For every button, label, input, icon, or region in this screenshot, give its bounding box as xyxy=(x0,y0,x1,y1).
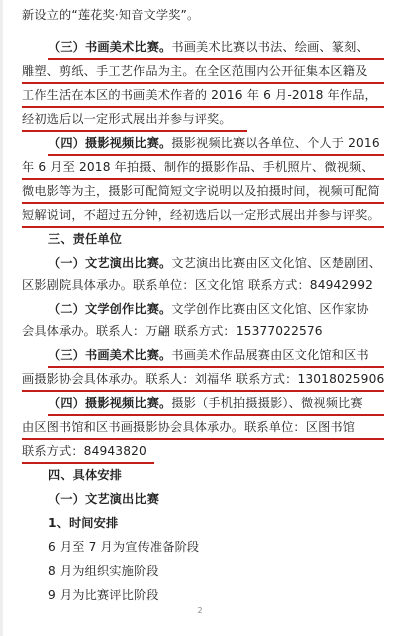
text-line: 新设立的“莲花奖·知音文学奖”。 xyxy=(22,8,200,22)
section-text: 文艺演出比赛由区文化馆、区楚剧团、 xyxy=(171,256,382,270)
text-line: 联系方式：84943820 xyxy=(22,444,147,458)
section-text: 书画美术比赛以书法、绘画、篆刻、 xyxy=(171,40,369,54)
red-underline xyxy=(22,202,384,204)
red-underline xyxy=(22,462,154,464)
section-text: 文学创作比赛由区文化馆、区作家协 xyxy=(171,302,369,316)
chapter-heading: 四、具体安排 xyxy=(48,468,123,482)
section-heading: （一）文艺演出比赛。 xyxy=(48,256,172,270)
red-underline xyxy=(22,390,384,392)
page-edge xyxy=(0,0,3,636)
text-line: 8 月为组织实施阶段 xyxy=(48,564,159,578)
section-heading: （三）书画美术比赛。 xyxy=(48,348,172,362)
red-underline xyxy=(22,82,384,84)
red-underline xyxy=(22,130,247,132)
text-line: 画摄影协会具体承办。联系人：刘福华 联系方式：13018025906 xyxy=(22,372,385,386)
page-number: 2 xyxy=(197,606,203,615)
chapter-heading: 三、责任单位 xyxy=(48,232,123,246)
subsection-heading: （一）文艺演出比赛 xyxy=(48,492,160,506)
text-line: 工作生活在本区的书画美术作者的 2016 年 6 月-2018 年作品， xyxy=(22,88,377,102)
text-line: 经初选后以一定形式展出并参与评奖。 xyxy=(22,112,232,126)
text-line: 会具体承办。联系人：万翩 联系方式：15377022576 xyxy=(22,324,323,338)
text-line: 6 月至 7 月为宣传准备阶段 xyxy=(48,540,200,554)
section-line xyxy=(48,254,384,272)
text-line: 雕塑、剪纸、手工艺作品为主。在全区范围内公开征集本区籍及 xyxy=(22,64,368,78)
section-line xyxy=(48,346,384,364)
red-underline xyxy=(22,226,384,228)
red-underline xyxy=(48,154,384,156)
section-text: 摄影视频比赛以各单位、个人于 2016 xyxy=(171,136,380,150)
red-underline xyxy=(22,106,384,108)
text-line: 区影剧院具体承办。联系单位：区文化馆 联系方式：84942992 xyxy=(22,278,374,292)
red-underline xyxy=(48,414,384,416)
section-line xyxy=(48,38,384,56)
red-underline xyxy=(22,178,384,180)
text-line: 9 月为比赛评比阶段 xyxy=(48,588,159,602)
section-line xyxy=(48,300,384,318)
text-line: 由区图书馆和区书画摄影协会具体承办。联系单位：区图书馆 xyxy=(22,420,356,434)
section-heading: （二）文学创作比赛。 xyxy=(48,302,172,316)
section-line xyxy=(48,134,384,152)
section-text: 摄影（手机拍摄摄影）、微视频比赛 xyxy=(171,396,363,410)
text-line: 短解说词，不超过五分钟，经初选后以一定形式展出并参与评奖。 xyxy=(22,208,380,222)
section-text: 书画美术作品展赛由区文化馆和区书 xyxy=(171,348,369,362)
red-underline xyxy=(48,58,384,60)
item-heading: 1、时间安排 xyxy=(48,516,119,530)
section-line xyxy=(48,394,384,412)
red-underline xyxy=(22,438,384,440)
section-heading: （四）摄影视频比赛。 xyxy=(48,396,172,410)
text-line: 微电影等为主，摄影可配简短文字说明以及拍摄时间，视频可配简 xyxy=(22,184,380,198)
red-underline xyxy=(48,366,384,368)
section-heading: （四）摄影视频比赛。 xyxy=(48,136,172,150)
section-heading: （三）书画美术比赛。 xyxy=(48,40,172,54)
text-line: 年 6 月至 2018 年拍摄、制作的摄影作品、手机照片、微视频、 xyxy=(22,160,374,174)
